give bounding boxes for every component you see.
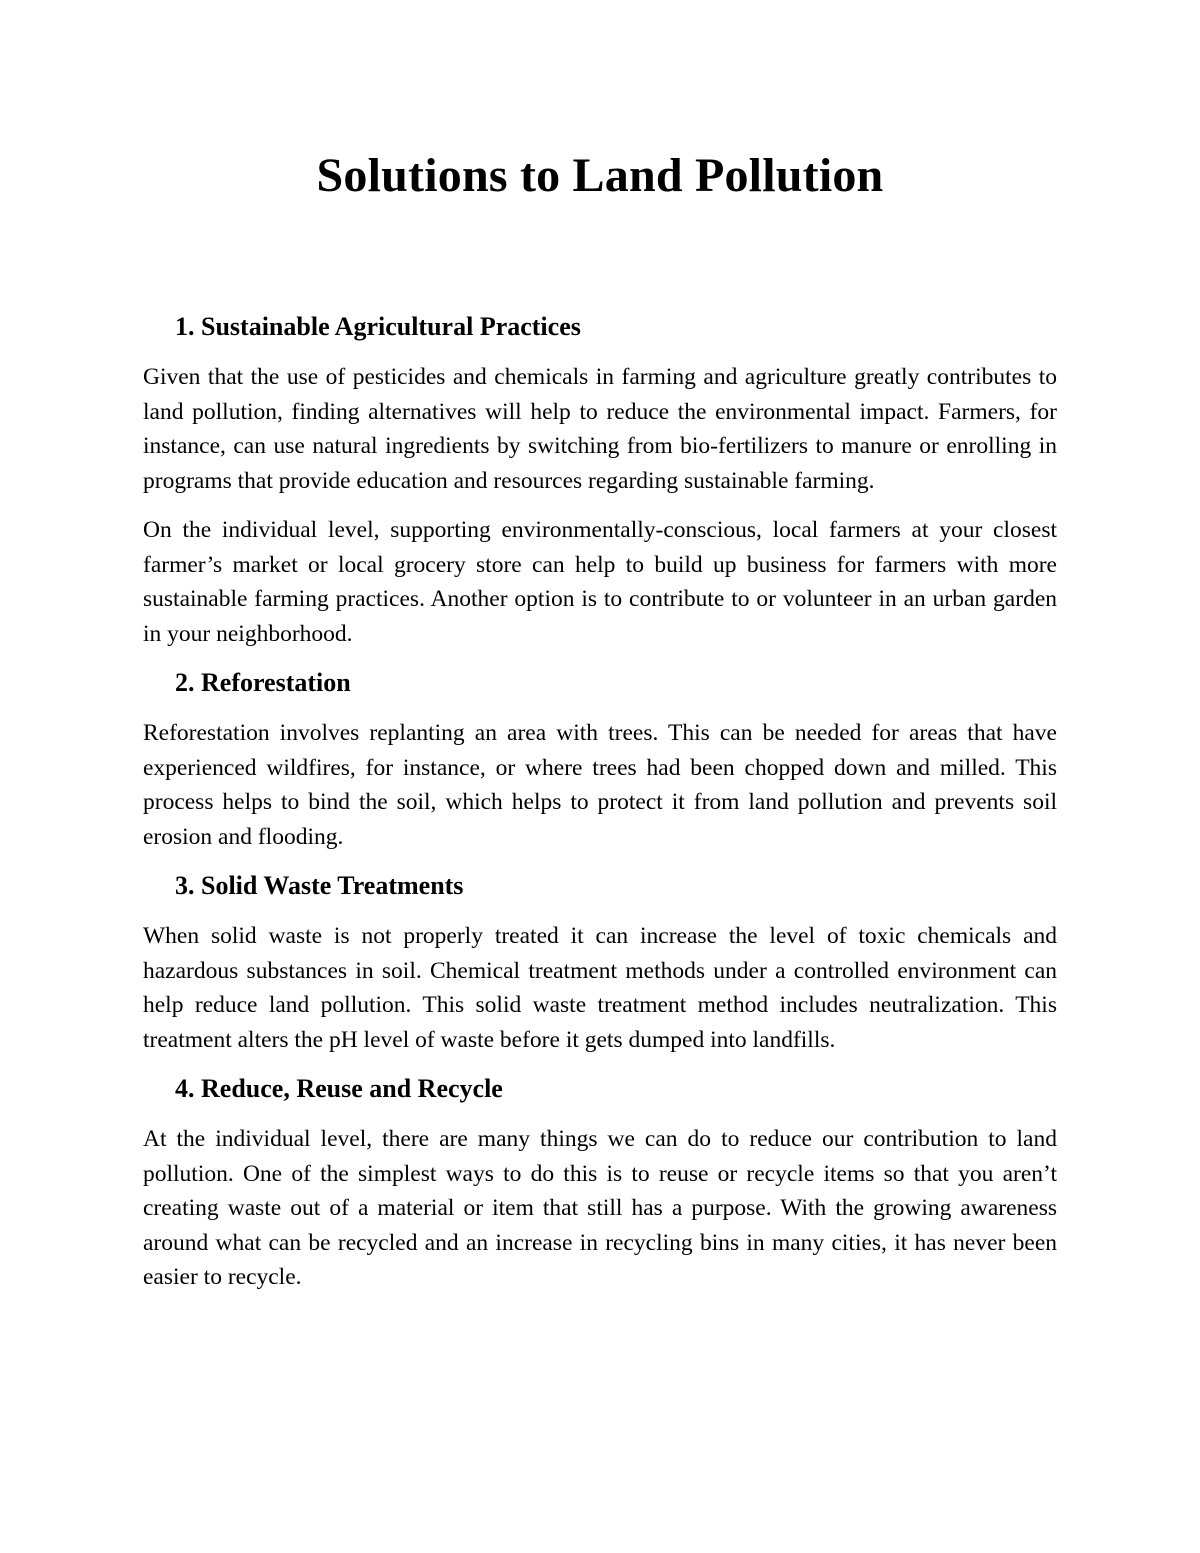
document-body: [143, 310, 1057, 1310]
section-heading: 2. Reforestation: [175, 668, 351, 697]
page-title: Solutions to Land Pollution: [316, 149, 884, 202]
section-solid-waste-treatments: [143, 869, 1057, 1057]
section-paragraph: When solid waste is not properly treated it can increase the level of toxic chemicals and hazardous substances in soil. Chemical treatment methods under a controlled environment can help reduce land pollution. This solid waste treatment method includes neutralization. This treatment alters the pH level of waste before it gets dumped into landfills.: [143, 923, 1057, 1053]
section-sustainable-agriculture: [143, 310, 1057, 651]
section-reforestation: [143, 666, 1057, 854]
section-paragraph: At the individual level, there are many things we can do to reduce our contribution to land pollution. One of the simplest ways to do this is to reuse or recycle items so that you aren’t creating waste out of a material or item that still has a purpose. With the growing awareness around what can be recycled and an increase in recycling bins in many cities, it has never been easier to recycle.: [143, 1126, 1057, 1290]
section-paragraph: Given that the use of pesticides and chemicals in farming and agriculture greatly contributes to land pollution, finding alternatives will help to reduce the environmental impact. Farmers, for instance, can use natural ingredients by switching from bio-fertilizers to manure or enrolling in programs that provide education and resources regarding sustainable farming.: [143, 364, 1057, 494]
section-heading: 1. Sustainable Agricultural Practices: [175, 312, 581, 341]
section-heading: 4. Reduce, Reuse and Recycle: [175, 1074, 503, 1103]
section-paragraph: Reforestation involves replanting an area with trees. This can be needed for areas that have experienced wildfires, for instance, or where trees had been chopped down and milled. This process helps to bind the soil, which helps to protect it from land pollution and prevents soil erosion and flooding.: [143, 720, 1057, 850]
section-heading: 3. Solid Waste Treatments: [175, 871, 464, 900]
section-paragraph: On the individual level, supporting environmentally-conscious, local farmers at your closest farmer’s market or local grocery store can help to build up business for farmers with more sustainable farming practices. Another option is to contribute to or volunteer in an urban garden in your neighborhood.: [143, 517, 1057, 647]
section-reduce-reuse-recycle: [143, 1072, 1057, 1295]
